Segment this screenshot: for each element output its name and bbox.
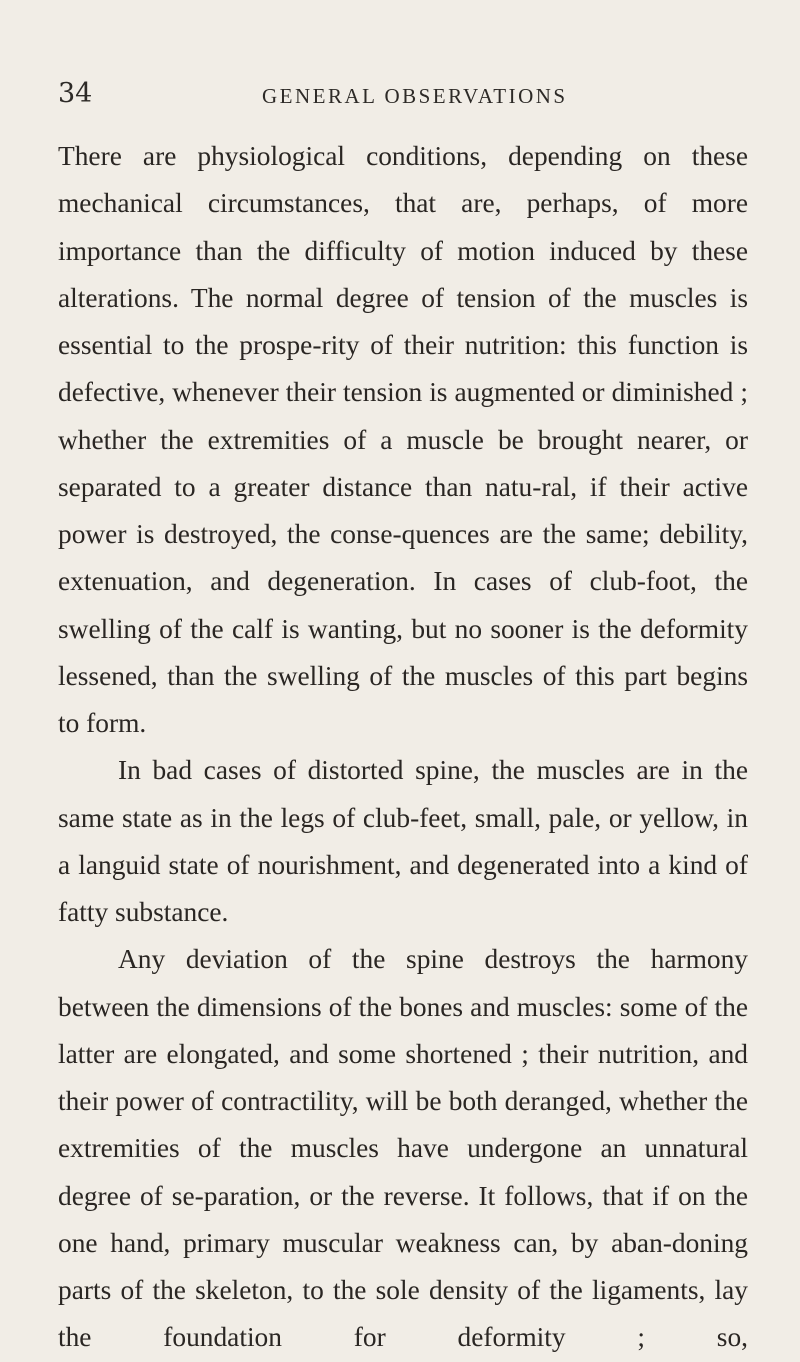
paragraph-3: Any deviation of the spine destroys the harmony between the dimensions of the bones and muscles: some of the latter are elongated, and some shortened ; their nutrition, and their power of contractility, will be both deranged, whether the extremities of the muscles have undergone an unnatural degree of se-paration, or the reverse. It follows, that if on the one hand, primary muscular weakness can, by aban-doning parts of the skeleton, to the sole density of the ligaments, lay the foundation for deformity ; so, — [58, 944, 748, 1353]
running-head: GENERAL OBSERVATIONS — [262, 84, 568, 108]
body-text — [58, 133, 748, 1362]
page-header — [58, 78, 748, 118]
page-number: 34 — [58, 78, 93, 109]
paragraph-1: There are physiological conditions, depending on these mechanical circumstances, that are, perhaps, of more importance than the difficulty of motion induced by these alterations. The normal degree of tension of the muscles is essential to the prospe-rity of their nutrition: this function is defective, whenever their tension is augmented or diminished ; whether the extremities of a muscle be brought nearer, or separated to a greater distance than natu-ral, if their active power is destroyed, the conse-quences are the same; debility, extenuation, and degeneration. In cases of club-foot, the swelling of the calf is wanting, but no sooner is the deformity lessened, than the swelling of the muscles of this part begins to form. — [58, 141, 748, 738]
paragraph-2: In bad cases of distorted spine, the muscles are in the same state as in the legs of club-feet, small, pale, or yellow, in a languid state of nourishment, and degenerated into a kind of fatty substance. — [58, 755, 748, 927]
